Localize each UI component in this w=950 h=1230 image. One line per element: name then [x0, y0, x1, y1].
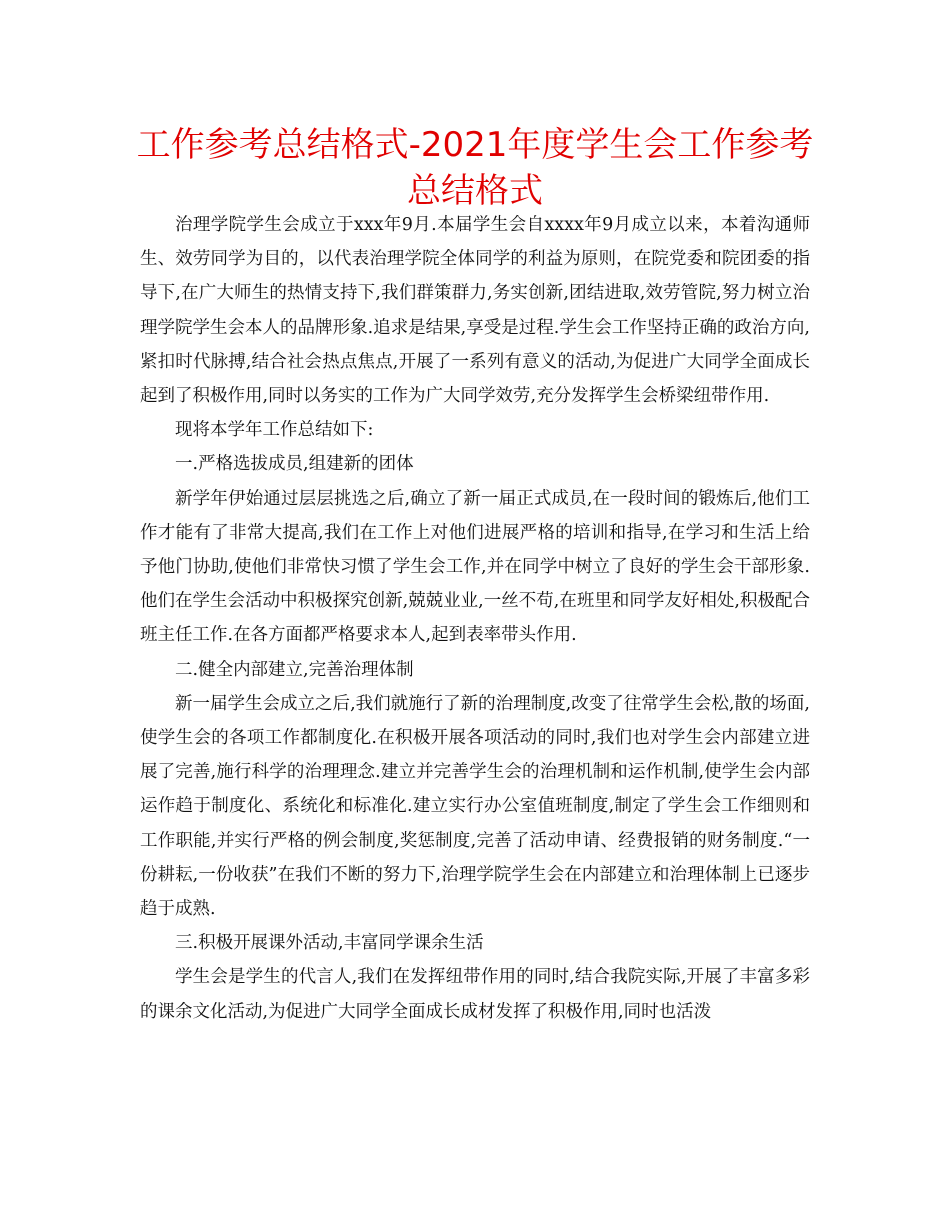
section-3-paragraph: 学生会是学生的代言人,我们在发挥纽带作用的同时,结合我院实际,开展了丰富多彩的课余文化活动,为促进广大同学全面成长成材发挥了积极作用,同时也活泼	[140, 967, 810, 1022]
intro-paragraph: 治理学院学生会成立于xxx年9月.本届学生会自xxxx年9月成立以来，本着沟通师生、效劳同学为目的，以代表治理学院全体同学的利益为原则，在院党委和院团委的指导下,在广大师生的热情支持下,我们群策群力,务实创新,团结进取,效劳管院,努力树立治理学院学生会本人的品牌形象.追求是结果,享受是过程.学生会工作坚持正确的政治方向,紧扣时代脉搏,结合社会热点焦点,开展了一系列有意义的活动,为促进广大同学全面成长起到了积极作用,同时以务实的工作为广大同学效劳,充分发挥学生会桥梁纽带作用.	[140, 215, 810, 407]
summary-lead-paragraph: 现将本学年工作总结如下:	[175, 420, 374, 441]
document-body	[140, 208, 810, 1029]
section-heading-3: 三.积极开展课外活动,丰富同学课余生活	[175, 933, 484, 954]
section-heading-1: 一.严格选拔成员,组建新的团体	[175, 454, 414, 475]
section-1-paragraph: 新学年伊始通过层层挑选之后,确立了新一届正式成员,在一段时间的锻炼后,他们工作才能有了非常大提高,我们在工作上对他们进展严格的培训和指导,在学习和生活上给予他门协助,使他们非常快习惯了学生会工作,并在同学中树立了良好的学生会干部形象.他们在学生会活动中积极探究创新,兢兢业业,一丝不苟,在班里和同学友好相处,积极配合班主任工作.在各方面都严格要求本人,起到表率带头作用.	[140, 488, 810, 646]
document-title: 工作参考总结格式-2021年度学生会工作参考总结格式	[136, 125, 814, 211]
section-2-paragraph: 新一届学生会成立之后,我们就施行了新的治理制度,改变了往常学生会松,散的场面,使学生会的各项工作都制度化.在积极开展各项活动的同时,我们也对学生会内部建立进展了完善,施行科学的治理理念.建立并完善学生会的治理机制和运作机制,使学生会内部运作趋于制度化、系统化和标准化.建立实行办公室值班制度,制定了学生会工作细则和工作职能,并实行严格的例会制度,奖惩制度,完善了活动申请、经费报销的财务制度.“一份耕耘,一份收获”在我们不断的努力下,治理学院学生会在内部建立和治理体制上已逐步趋于成熟.	[140, 693, 810, 920]
section-heading-2: 二.健全内部建立,完善治理体制	[175, 659, 414, 680]
